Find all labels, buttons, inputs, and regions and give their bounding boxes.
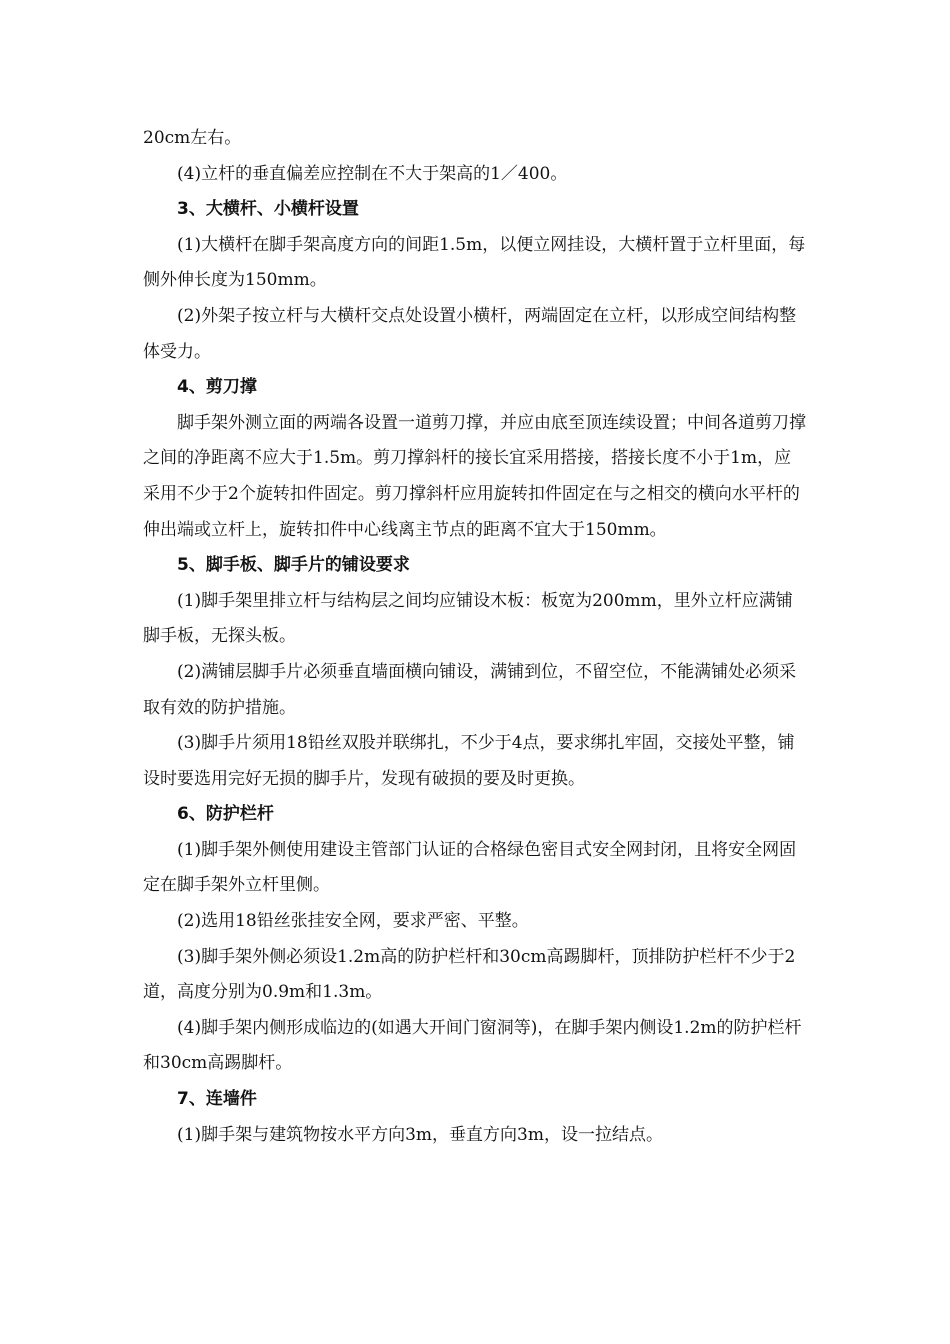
paragraph: (2)外架子按立杆与大横杆交点处设置小横杆，两端固定在立杆，以形成空间结构整体受力。 bbox=[143, 305, 797, 362]
section-heading: 4、剪刀撑 bbox=[177, 377, 257, 398]
paragraph: (4)脚手架内侧形成临边的(如遇大开间门窗洞等)，在脚手架内侧设1.2m的防护栏杆和30cm高踢脚杆。 bbox=[143, 1017, 802, 1074]
paragraph: (1)脚手架与建筑物按水平方向3m，垂直方向3m，设一拉结点。 bbox=[177, 1124, 663, 1145]
paragraph: 脚手架外测立面的两端各设置一道剪刀撑，并应由底至顶连续设置；中间各道剪刀撑之间的净距离不应大于1.5m。剪刀撑斜杆的接长宜采用搭接，搭接长度不小于1m，应采用不少于2个旋转扣件固定。剪刀撑斜杆应用旋转扣件固定在与之相交的横向水平杆的伸出端或立杆上，旋转扣件中心线离主节点的距离不宜大于150mm。 bbox=[143, 412, 806, 540]
paragraph: (3)脚手架外侧必须设1.2m高的防护栏杆和30cm高踢脚杆，顶排防护栏杆不少于2道，高度分别为0.9m和1.3m。 bbox=[143, 946, 796, 1003]
section-heading: 6、防护栏杆 bbox=[177, 804, 274, 825]
paragraph: (1)脚手架外侧使用建设主管部门认证的合格绿色密目式安全网封闭，且将安全网固定在脚手架外立杆里侧。 bbox=[143, 839, 797, 896]
section-heading: 7、连墙件 bbox=[177, 1089, 257, 1110]
paragraph: 20cm左右。 bbox=[143, 128, 242, 148]
paragraph: (3)脚手片须用18铅丝双股并联绑扎，不少于4点，要求绑扎牢固，交接处平整，铺设时要选用完好无损的脚手片，发现有破损的要及时更换。 bbox=[143, 733, 795, 789]
paragraph: (4)立杆的垂直偏差应控制在不大于架高的1／400。 bbox=[177, 163, 568, 184]
section-heading: 5、脚手板、脚手片的铺设要求 bbox=[177, 555, 410, 576]
paragraph: (1)脚手架里排立杆与结构层之间均应铺设木板：板宽为200mm，里外立杆应满铺脚手板，无探头板。 bbox=[143, 590, 793, 647]
paragraph: (1)大横杆在脚手架高度方向的间距1.5m，以便立网挂设，大横杆置于立杆里面，每侧外伸长度为150mm。 bbox=[143, 234, 806, 291]
section-heading: 3、大横杆、小横杆设置 bbox=[177, 199, 359, 220]
paragraph: (2)选用18铅丝张挂安全网，要求严密、平整。 bbox=[177, 911, 529, 932]
paragraph: (2)满铺层脚手片必须垂直墙面横向铺设，满铺到位，不留空位，不能满铺处必须采取有效的防护措施。 bbox=[143, 661, 797, 718]
document-body bbox=[143, 121, 808, 1153]
